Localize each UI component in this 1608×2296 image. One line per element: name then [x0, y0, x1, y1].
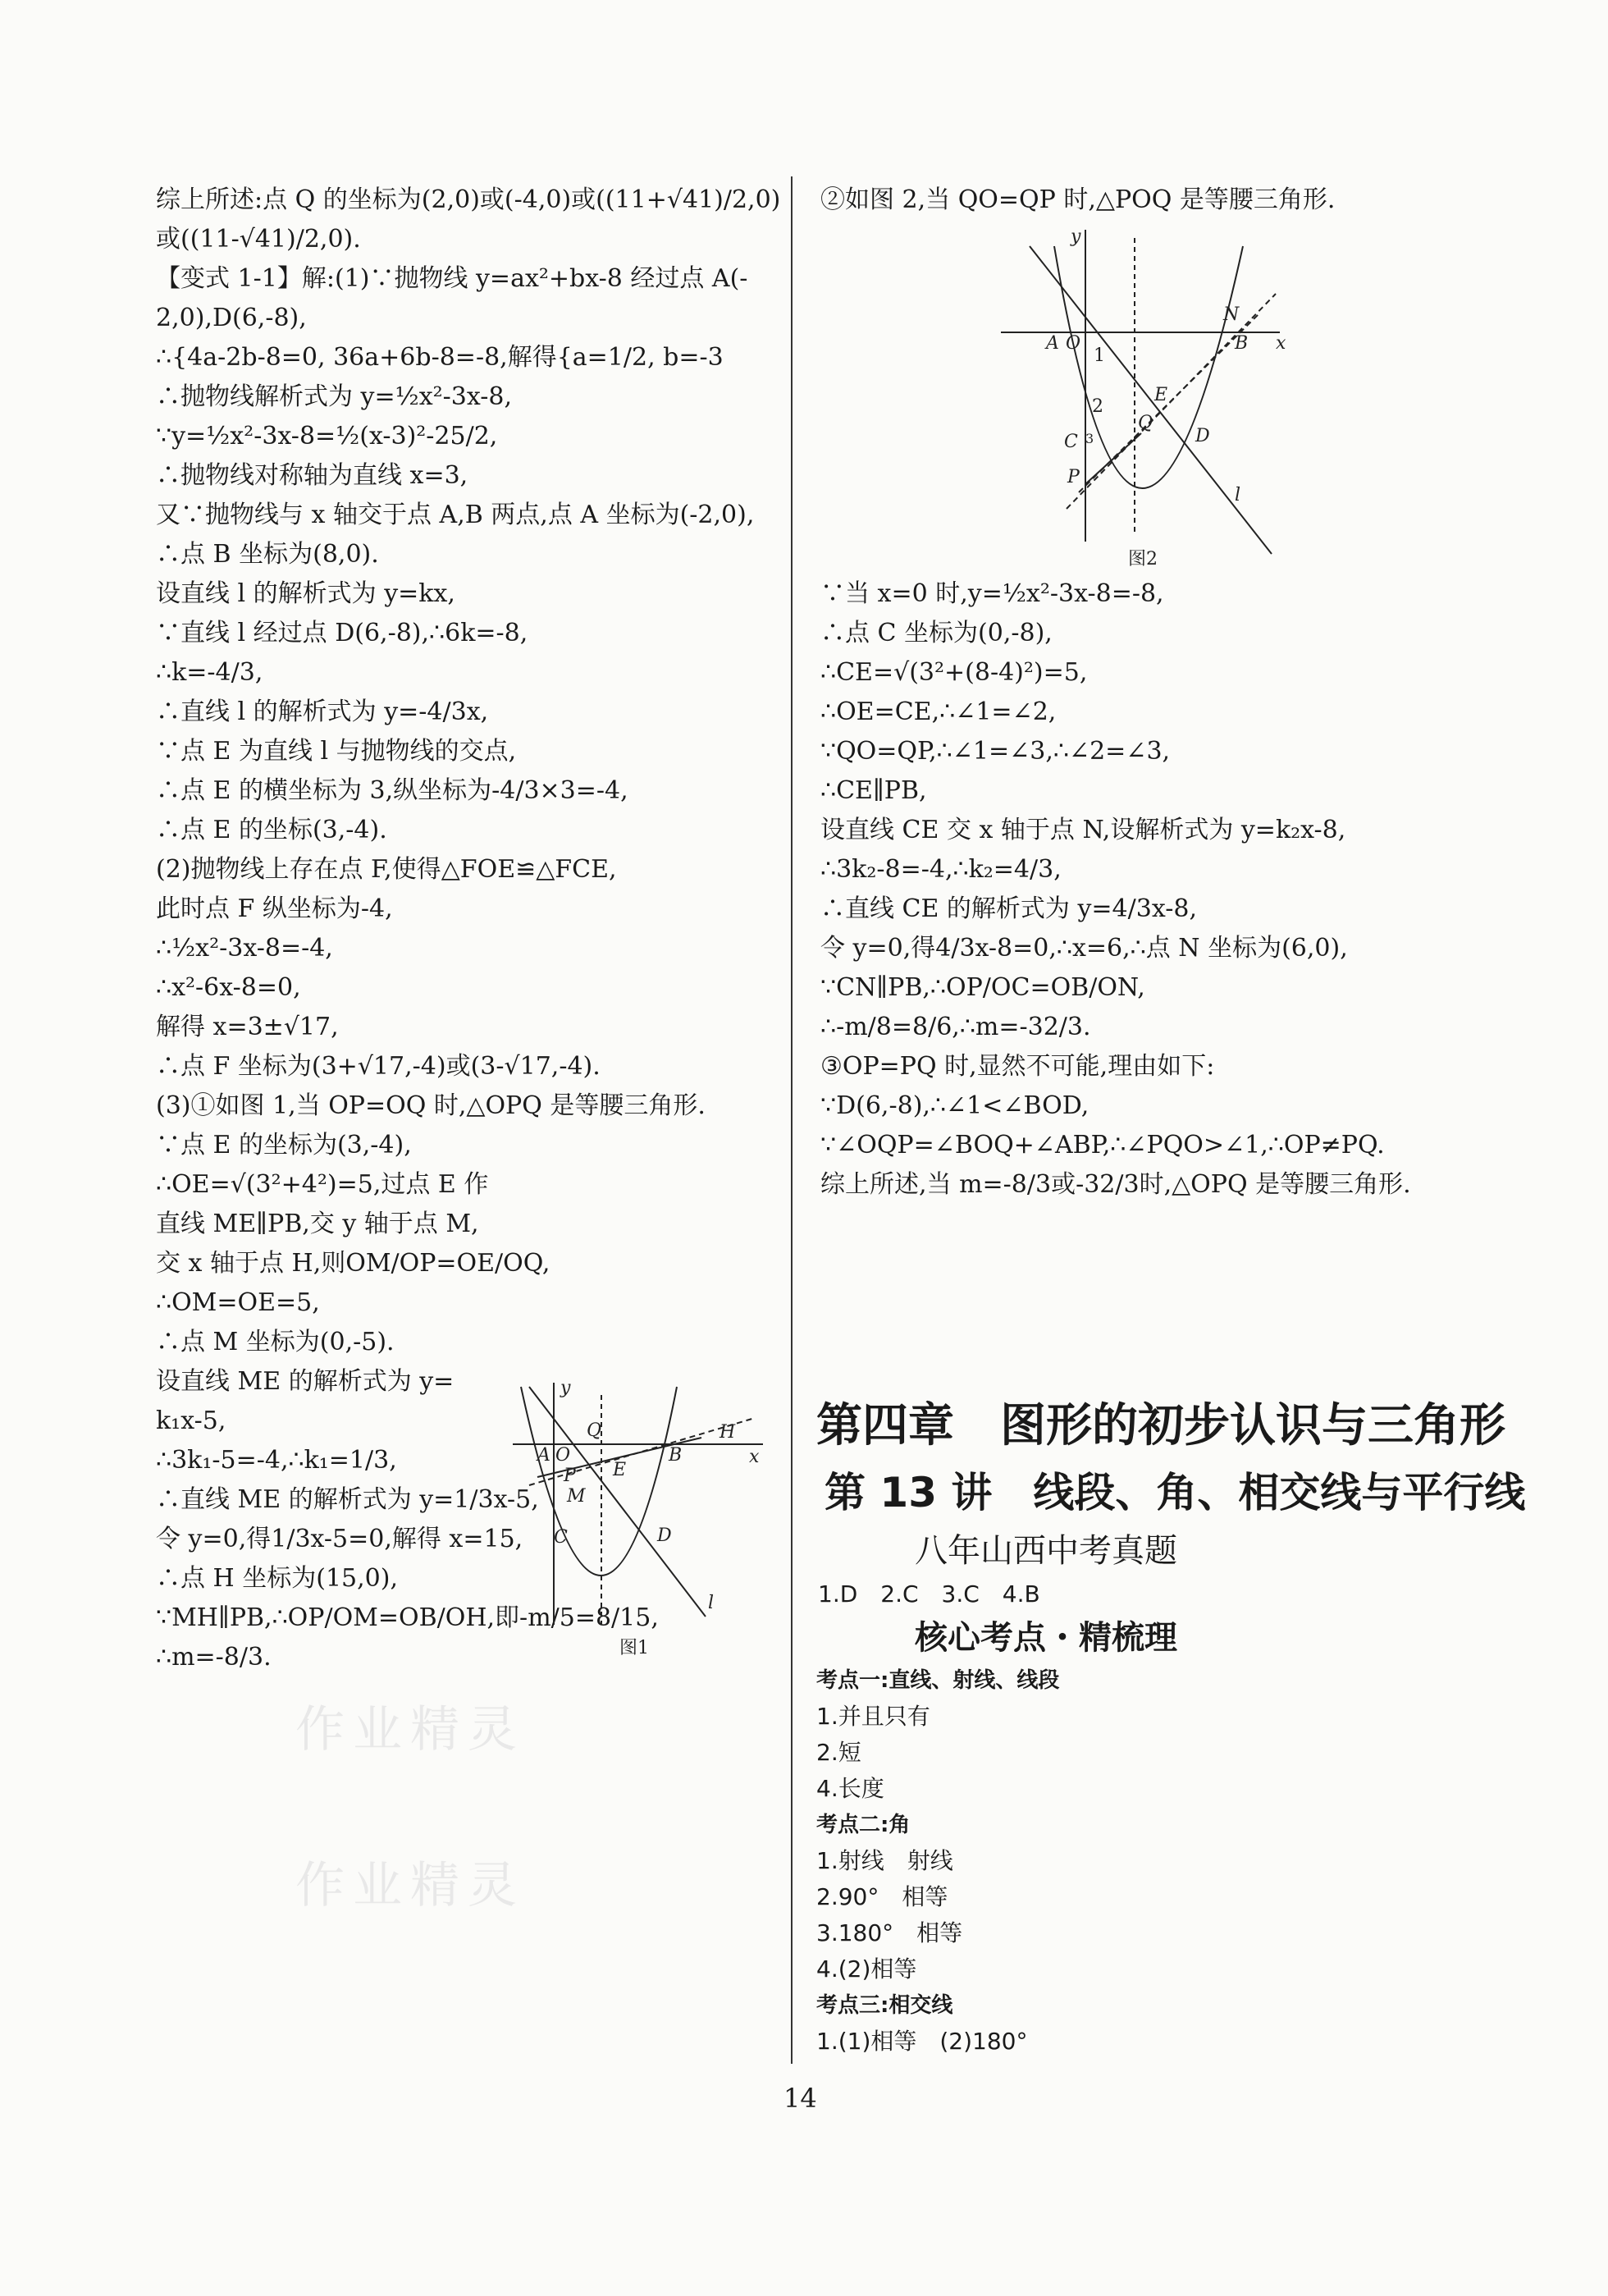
text-line: ∴CE∥PB,	[820, 776, 927, 805]
text-line: ∴CE=√(3²+(8-4)²)=5,	[820, 658, 1088, 687]
text-line: ∵CN∥PB,∴OP/OC=OB/ON,	[820, 973, 1145, 1002]
fig1-label: P	[564, 1466, 576, 1486]
text-line: ∵点 E 为直线 l 与抛物线的交点,	[156, 737, 517, 766]
kaodian-heading: 考点一:直线、射线、线段	[816, 1668, 1060, 1693]
text-line: ∴点 E 的横坐标为 3,纵坐标为-4/3×3=-4,	[156, 776, 628, 805]
page-number: 14	[783, 2083, 817, 2114]
lecture-title: 第 13 讲 线段、角、相交线与平行线	[825, 1469, 1526, 1516]
watermark: 作业精灵	[295, 1857, 525, 1914]
fig2-label: P	[1067, 467, 1080, 487]
text-line: 令 y=0,得1/3x-5=0,解得 x=15,	[156, 1525, 523, 1553]
fig2-parabola	[1054, 246, 1243, 488]
fig2-label: D	[1195, 426, 1210, 446]
text-line: ∴点 H 坐标为(15,0),	[156, 1564, 398, 1593]
text-line: ∴m=-8/3.	[156, 1643, 272, 1672]
chapter-title: 第四章 图形的初步认识与三角形	[816, 1399, 1505, 1452]
fig2-label: 2	[1092, 396, 1103, 417]
fig2-label: l	[1235, 485, 1241, 505]
watermark: 作业精灵	[295, 1701, 525, 1759]
kaodian-answer: 4.长度	[816, 1775, 884, 1802]
fig2-label: y	[1071, 226, 1081, 247]
fig2-label: O	[1066, 333, 1081, 354]
text-line: 设直线 CE 交 x 轴于点 N,设解析式为 y=k₂x-8,	[820, 816, 1346, 844]
text-line: 2,0),D(6,-8),	[156, 304, 307, 332]
section-title: 核心考点・精梳理	[915, 1619, 1177, 1657]
text-line: (2)抛物线上存在点 F,使得△FOE≌△FCE,	[156, 855, 617, 884]
text-line: ∴直线 CE 的解析式为 y=4/3x-8,	[820, 894, 1197, 923]
fig2-label: 3	[1085, 431, 1094, 446]
kaodian-answer: 2.短	[816, 1739, 861, 1766]
text-line: ∴点 E 的坐标(3,-4).	[156, 816, 387, 844]
text-line: ∴点 M 坐标为(0,-5).	[156, 1328, 395, 1356]
text-line: ∴{4a-2b-8=0, 36a+6b-8=-8,解得{a=1/2, b=-3	[156, 343, 724, 372]
text-line: 设直线 ME 的解析式为 y=	[156, 1367, 455, 1396]
fig1-label: A	[537, 1445, 550, 1466]
fig2-label: N	[1223, 304, 1240, 325]
text-line: ∴直线 ME 的解析式为 y=1/3x-5,	[156, 1485, 539, 1514]
text-line: ∴点 F 坐标为(3+√17,-4)或(3-√17,-4).	[156, 1052, 601, 1081]
text-line: ∵MH∥PB,∴OP/OM=OB/OH,即-m/5=8/15,	[156, 1603, 659, 1632]
fig2-label: 1	[1094, 345, 1105, 366]
fig2-caption: 图2	[1128, 549, 1158, 569]
kaodian-answer: 1.(1)相等 (2)180°	[816, 2028, 1028, 2055]
text-line: ∴x²-6x-8=0,	[156, 973, 301, 1002]
text-line: ∴直线 l 的解析式为 y=-4/3x,	[156, 697, 489, 726]
kaodian-answer: 1.并且只有	[816, 1703, 930, 1730]
figure-1	[505, 1379, 767, 1658]
right-column	[820, 181, 1460, 220]
text-line: ∴抛物线对称轴为直线 x=3,	[156, 461, 468, 490]
text-line: k₁x-5,	[156, 1406, 226, 1435]
fig1-label: l	[708, 1593, 715, 1613]
answer-list: 1.D 2.C 3.C 4.B	[818, 1580, 1040, 1608]
text-line: 【变式 1-1】解:(1)∵抛物线 y=ax²+bx-8 经过点 A(-	[156, 264, 748, 293]
text-line: ∴3k₂-8=-4,∴k₂=4/3,	[820, 855, 1062, 884]
text-line: ∴3k₁-5=-4,∴k₁=1/3,	[156, 1446, 397, 1475]
text-line: (3)①如图 1,当 OP=OQ 时,△OPQ 是等腰三角形.	[156, 1091, 706, 1120]
fig1-label: x	[749, 1447, 760, 1467]
text-line: ③OP=PQ 时,显然不可能,理由如下:	[820, 1052, 1215, 1081]
text-line: ∵直线 l 经过点 D(6,-8),∴6k=-8,	[156, 619, 528, 647]
fig2-label: E	[1154, 385, 1168, 405]
text-line: 综上所述:点 Q 的坐标为(2,0)或(-4,0)或((11+√41)/2,0)	[156, 185, 781, 214]
text-line: ∵当 x=0 时,y=½x²-3x-8=-8,	[820, 579, 1164, 608]
text-line: ②如图 2,当 QO=QP 时,△POQ 是等腰三角形.	[820, 185, 1336, 214]
text-line: ∴k=-4/3,	[156, 658, 263, 687]
fig2-label: x	[1276, 333, 1286, 354]
kaodian-answer: 2.90° 相等	[816, 1883, 948, 1910]
fig2-label: B	[1235, 333, 1249, 354]
text-line: ∴½x²-3x-8=-4,	[156, 934, 333, 963]
fig1-parabola	[521, 1387, 677, 1576]
fig1-label: B	[669, 1445, 683, 1466]
fig1-label: C	[554, 1527, 568, 1548]
text-line: 设直线 l 的解析式为 y=kx,	[156, 579, 455, 608]
fig1-label: O	[555, 1445, 571, 1466]
text-line: 综上所述,当 m=-8/3或-32/3时,△OPQ 是等腰三角形.	[820, 1170, 1411, 1199]
text-line: 或((11-√41)/2,0).	[156, 225, 361, 254]
section-title: 八年山西中考真题	[915, 1532, 1177, 1570]
text-line: ∵y=½x²-3x-8=½(x-3)²-25/2,	[156, 422, 498, 451]
fig1-label: M	[567, 1486, 586, 1507]
text-line: 又∵抛物线与 x 轴交于点 A,B 两点,点 A 坐标为(-2,0),	[156, 501, 755, 529]
fig1-label: y	[560, 1379, 571, 1398]
text-line: ∴OM=OE=5,	[156, 1288, 320, 1317]
text-line: ∴点 C 坐标为(0,-8),	[820, 619, 1053, 647]
fig1-line-l	[529, 1387, 706, 1617]
fig1-label: E	[613, 1460, 627, 1480]
fig2-label: A	[1046, 333, 1059, 354]
kaodian-answer: 4.(2)相等	[816, 1955, 917, 1983]
right-column-solution	[820, 574, 1477, 1205]
text-line: ∵∠OQP=∠BOQ+∠ABP,∴∠PQO>∠1,∴OP≠PQ.	[820, 1131, 1385, 1159]
text-line: 此时点 F 纵坐标为-4,	[156, 894, 393, 923]
fig1-label: Q	[587, 1420, 602, 1441]
kaodian-heading: 考点三:相交线	[816, 1993, 953, 2018]
fig1-caption: 图1	[619, 1638, 649, 1658]
text-line: ∵QO=QP,∴∠1=∠3,∴∠2=∠3,	[820, 737, 1171, 766]
chapter-block	[816, 1395, 1526, 2060]
kaodian-heading: 考点二:角	[816, 1813, 911, 1837]
text-line: ∴抛物线解析式为 y=½x²-3x-8,	[156, 382, 513, 411]
text-line: 解得 x=3±√17,	[156, 1013, 339, 1041]
fig1-label: D	[657, 1525, 672, 1546]
fig1-label: H	[719, 1422, 736, 1443]
column-divider	[791, 176, 793, 2064]
kaodian-answer: 3.180° 相等	[816, 1919, 963, 1946]
kaodian-answer: 1.射线 射线	[816, 1847, 953, 1874]
text-line: 直线 ME∥PB,交 y 轴于点 M,	[156, 1210, 479, 1238]
kaodian-list	[816, 1663, 1473, 2060]
fig2-line-l	[1030, 246, 1272, 554]
text-line: 交 x 轴于点 H,则OM/OP=OE/OQ,	[156, 1249, 550, 1278]
text-line: ∴-m/8=8/6,∴m=-32/3.	[820, 1013, 1091, 1041]
fig2-label: C	[1064, 432, 1078, 452]
figure-2	[997, 222, 1309, 574]
text-line: ∴OE=√(3²+4²)=5,过点 E 作	[156, 1170, 489, 1199]
text-line: ∵D(6,-8),∴∠1<∠BOD,	[820, 1091, 1090, 1120]
text-line: ∴点 B 坐标为(8,0).	[156, 540, 379, 569]
fig2-label: Q	[1138, 413, 1153, 433]
text-line: ∴OE=CE,∴∠1=∠2,	[820, 697, 1057, 726]
text-line: ∵点 E 的坐标为(3,-4),	[156, 1131, 412, 1159]
text-line: 令 y=0,得4/3x-8=0,∴x=6,∴点 N 坐标为(6,0),	[820, 934, 1348, 963]
